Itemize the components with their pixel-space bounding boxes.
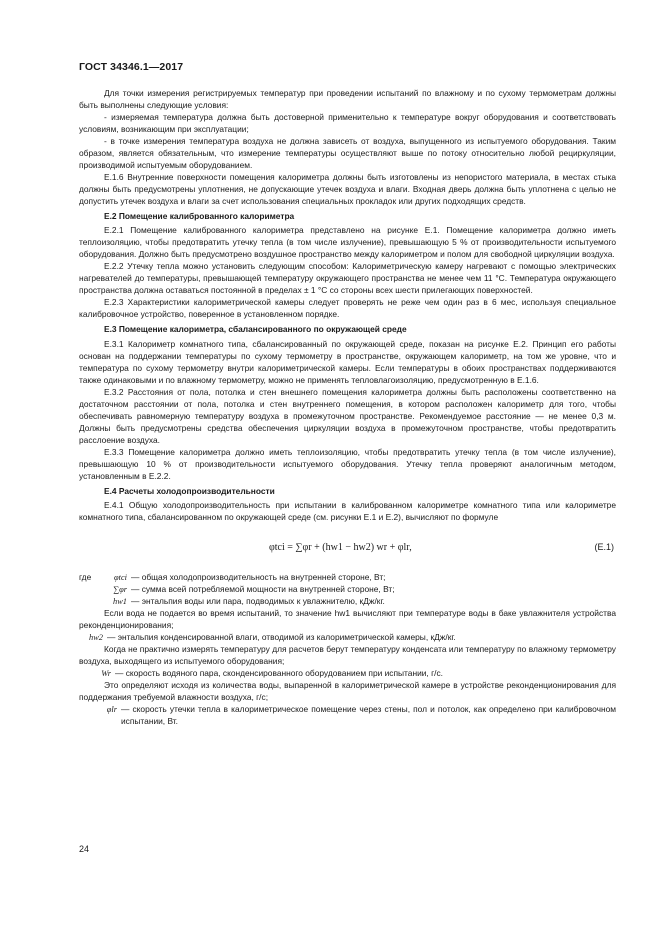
symbol: hw2 <box>89 633 103 643</box>
symbol: hw1 <box>113 597 127 607</box>
symbol: φtci <box>113 573 127 583</box>
definitions-list <box>79 572 616 727</box>
document-body <box>79 88 616 728</box>
paragraph: Е.2.2 Утечку тепла можно установить следующим способом: Калориметрическую камеру нагревают с помощью электрических нагревателей до температуры, превышающей температуру окружающего пространства не менее чем 11 °С. Температура окружающего пространства должна оставаться постоянной в пределах ± 1 °С со стороны всех шести прилегающих поверхностей. <box>79 261 616 296</box>
symbol: ∑φr <box>113 585 127 595</box>
definition-text: — энтальпия конденсированной влаги, отводимой из калориметрической камеры, кДж/кг. <box>107 632 456 643</box>
paragraph: Если вода не подается во время испытаний, то значение hw1 вычисляют при температуре воды в баке увлажнителя устройства реконденционирования; <box>79 608 616 631</box>
paragraph: Е.2.1 Помещение калиброванного калориметра представлено на рисунке Е.1. Помещение калориметра должно иметь теплоизоляцию, чтобы предотвратить утечку тепла (в том числе излучение), превышающую 5 % от производительности испытуемого оборудования. Должно быть предусмотрено воздушное пространство между калориметром и полом для свободной циркуляции воздуха. <box>79 225 616 260</box>
paragraph: Е.1.6 Внутренние поверхности помещения калориметра должны быть изготовлены из непористого материала, в местах стыка должны быть предусмотрены уплотнения, не допускающие утечек воздуха и влаги. Входная дверь должна быть уплотнена с целью не допустить утечек воздуха и влаги за счет использования специальных прокладок или других подходящих средств. <box>79 171 616 206</box>
formula-number: (Е.1) <box>594 542 614 553</box>
formula-expression: φtci = ∑φr + (hw1 − hw2) wr + φlr, <box>269 542 412 554</box>
paragraph: Е.2.3 Характеристики калориметрической камеры следует проверять не реже чем один раз в 6 мес, используя специальное калибровочное устройство, поверенное в установленном порядке. <box>79 297 616 320</box>
definition-row <box>79 584 616 596</box>
definitions-intro: где <box>79 572 92 583</box>
formula-block <box>79 536 616 560</box>
list-item: - в точке измерения температура воздуха не должна зависеть от воздуха, выпущенного из испытуемого оборудования. Таким образом, является обязательным, что измерение температуры осуществляют выше по потоку относительно любой рециркуляции, производимой испытуемым оборудованием. <box>79 135 616 170</box>
paragraph: Это определяют исходя из количества воды, выпаренной в калориметрической камере в устройстве реконденционирования для поддержания требуемой влажности воздуха, г/с; <box>79 679 616 702</box>
definition-row <box>79 596 616 608</box>
paragraph: Е.3.1 Калориметр комнатного типа, сбалансированный по окружающей среде, показан на рисунке Е.2. Принцип его работы основан на поддержании температуры по сухому термометру в пространстве, окружающем калориметр, на том же уровне, что и температура по сухому термометру внутри калориметрической камеры. Если температуры в обоих пространствах поддерживаются также одинаковыми и по влажному термометру, можно не применять тепловлагоизоляцию, предусмотренную в Е.1.6. <box>79 339 616 385</box>
definition-text: — энтальпия воды или пара, подводимых к увлажнителю, кДж/кг. <box>131 596 385 607</box>
paragraph: Е.3.2 Расстояния от пола, потолка и стен внешнего помещения калориметра должны быть расположены соответственно на достаточном расстоянии от пола, потолка и стен внутреннего помещения, в котором расположен калориметр для того, чтобы обеспечивать равномерную температуру воздуха в промежуточном пространстве. Рекомендуемое расстояние — не менее 0,3 м. Должны быть предусмотрены средства обеспечения циркуляции воздуха в промежуточном пространстве, чтобы предотвратить расслоение воздуха. <box>79 386 616 445</box>
symbol: φlr <box>106 704 117 714</box>
definition-row <box>79 668 616 680</box>
section-heading: Е.3 Помещение калориметра, сбалансированного по окружающей среде <box>104 324 407 335</box>
definition-row <box>79 704 616 728</box>
section-heading: Е.2 Помещение калиброванного калориметра <box>104 210 295 221</box>
page-number: 24 <box>79 844 90 854</box>
symbol: Wr <box>101 668 111 678</box>
section-heading: Е.4 Расчеты холодопроизводительности <box>104 485 275 496</box>
definition-text: — общая холодопроизводительность на внутренней стороне, Вт; <box>131 572 386 583</box>
paragraph: Е.4.1 Общую холодопроизводительность при испытании в калиброванном калориметре комнатного типа или калориметре комнатного типа, сбалансированном по окружающей среде (см. рисунки Е.1 и Е.2), вычисляют по формуле <box>79 500 616 523</box>
list-item: - измеряемая температура должна быть достоверной применительно к температуре вокруг оборудования и соответствовать условиям, возникающим при эксплуатации; <box>79 111 616 134</box>
paragraph: Когда не практично измерять температуру для расчетов берут температуру конденсата или температуру по влажному термометру воздуха, выходящего из испытуемого оборудования; <box>79 644 616 667</box>
definition-text: — скорость утечки тепла в калориметрическое помещение через стены, пол и потолок, как определено при калибровочном испытании, Вт. <box>121 703 616 726</box>
standard-header: ГОСТ 34346.1—2017 <box>79 61 184 73</box>
definition-row <box>79 632 616 644</box>
definition-text: — сумма всей потребляемой мощности на внутренней стороне, Вт; <box>131 584 395 595</box>
definition-row <box>79 572 616 584</box>
definition-text: — скорость водяного пара, сконденсированного оборудованием при испытании, г/с. <box>115 667 443 678</box>
paragraph: Е.3.3 Помещение калориметра должно иметь теплоизоляцию, чтобы предотвратить утечку тепла (в том числе излучение), превышающую 10 % от производительности испытуемого оборудования. Утечку тепла проверяют аналогичным методом, установленным в Е.2.2. <box>79 446 616 481</box>
paragraph: Для точки измерения регистрируемых температур при проведении испытаний по влажному и по сухому термометрам должны быть выполнены следующие условия: <box>79 88 616 110</box>
